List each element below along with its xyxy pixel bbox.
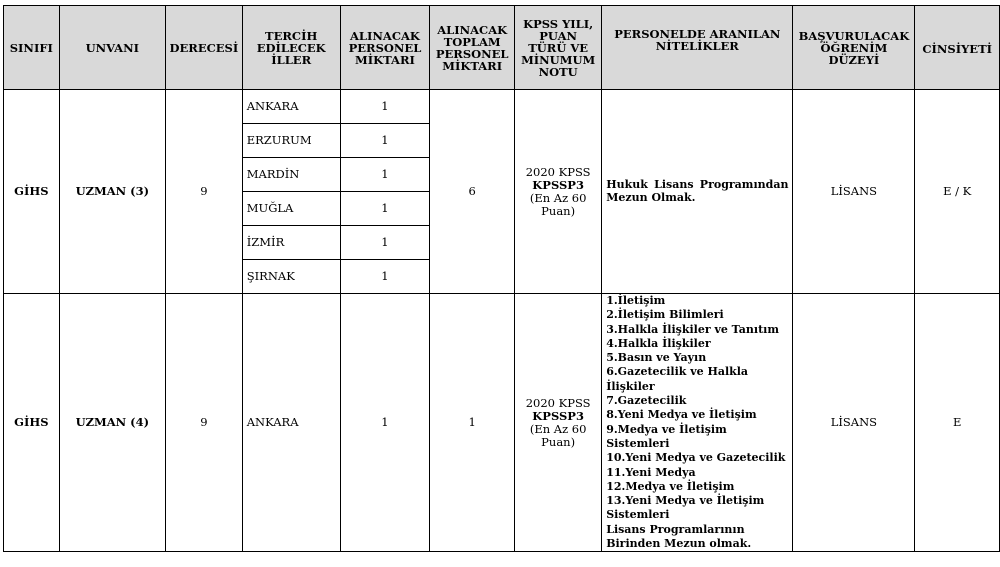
cell-sinifi: GİHS <box>4 294 60 552</box>
list-item: 13.Yeni Medya ve İletişim Sistemleri <box>606 494 765 522</box>
list-item: Lisans Programlarının Birinden Mezun olmak. <box>606 522 752 551</box>
list-item: 6.Gazetecilik ve Halkla İlişkiler <box>606 365 749 393</box>
cell-kpss <box>515 90 602 294</box>
kpss-type: KPSSP3 <box>532 177 584 192</box>
personnel-table <box>3 5 1000 552</box>
list-item: 4.Halkla İlişkiler <box>606 336 711 350</box>
cell-derecesi: 9 <box>165 294 242 552</box>
header-toplam-personel: ALINACAK TOPLAM PERSONEL MİKTARI <box>430 6 515 90</box>
header-nitelikler: PERSONELDE ARANILAN NİTELİKLER <box>602 6 793 90</box>
header-ogrenim: BAŞVURULACAK ÖĞRENİM DÜZEYİ <box>793 6 915 90</box>
cell-city: ANKARA <box>242 90 340 124</box>
cell-city: ŞIRNAK <box>242 260 340 294</box>
list-item: 12.Medya ve İletişim <box>606 479 735 493</box>
list-item: 11.Yeni Medya <box>606 465 696 479</box>
header-sinifi: SINIFI <box>4 6 60 90</box>
cell-toplam: 1 <box>430 294 515 552</box>
cell-city: ERZURUM <box>242 124 340 158</box>
list-item: 1.İletişim <box>606 294 666 307</box>
cell-ogrenim: LİSANS <box>793 294 915 552</box>
kpss-type: KPSSP3 <box>532 408 584 423</box>
cell-nitelik-list <box>602 294 793 552</box>
header-cinsiyet: CİNSİYETİ <box>915 6 1000 90</box>
cell-city: MARDİN <box>242 158 340 192</box>
cell-ogrenim: LİSANS <box>793 90 915 294</box>
kpss-year: 2020 KPSS <box>525 395 591 410</box>
cell-unvani: UZMAN (4) <box>59 294 165 552</box>
kpss-min: (En Az 60 Puan) <box>529 421 587 449</box>
list-item: 7.Gazetecilik <box>606 394 687 408</box>
table-row <box>4 294 1000 552</box>
kpss-year: 2020 KPSS <box>525 164 591 179</box>
cell-cinsiyet: E <box>915 294 1000 552</box>
list-item: 2.İletişim Bilimleri <box>606 308 724 322</box>
cell-cinsiyet: E / K <box>915 90 1000 294</box>
list-item: 10.Yeni Medya ve Gazetecilik <box>606 451 786 465</box>
cell-count: 1 <box>340 260 430 294</box>
cell-count: 1 <box>340 294 430 552</box>
list-item: 8.Yeni Medya ve İletişim <box>606 408 757 422</box>
header-alinacak-personel: ALINACAK PERSONEL MİKTARI <box>340 6 430 90</box>
kpss-min: (En Az 60 Puan) <box>529 190 587 218</box>
header-tercih-iller: TERCİH EDİLECEK İLLER <box>242 6 340 90</box>
cell-city: MUĞLA <box>242 192 340 226</box>
header-unvani: UNVANI <box>59 6 165 90</box>
cell-count: 1 <box>340 192 430 226</box>
cell-sinifi: GİHS <box>4 90 60 294</box>
list-item: 5.Basın ve Yayın <box>606 351 707 365</box>
header-row <box>4 6 1000 90</box>
list-item: 9.Medya ve İletişim Sistemleri <box>606 422 727 450</box>
cell-kpss <box>515 294 602 552</box>
cell-count: 1 <box>340 90 430 124</box>
cell-nitelik: Hukuk Lisans Programından Mezun Olmak. <box>602 90 793 294</box>
cell-city: İZMİR <box>242 226 340 260</box>
list-item: 3.Halkla İlişkiler ve Tanıtım <box>606 322 779 336</box>
cell-toplam: 6 <box>430 90 515 294</box>
header-derecesi: DERECESİ <box>165 6 242 90</box>
cell-derecesi: 9 <box>165 90 242 294</box>
table-row <box>4 90 1000 124</box>
cell-count: 1 <box>340 124 430 158</box>
cell-count: 1 <box>340 158 430 192</box>
cell-city: ANKARA <box>242 294 340 552</box>
header-kpss: KPSS YILI, PUAN TÜRÜ VE MİNUMUM NOTU <box>515 6 602 90</box>
cell-count: 1 <box>340 226 430 260</box>
cell-unvani: UZMAN (3) <box>59 90 165 294</box>
